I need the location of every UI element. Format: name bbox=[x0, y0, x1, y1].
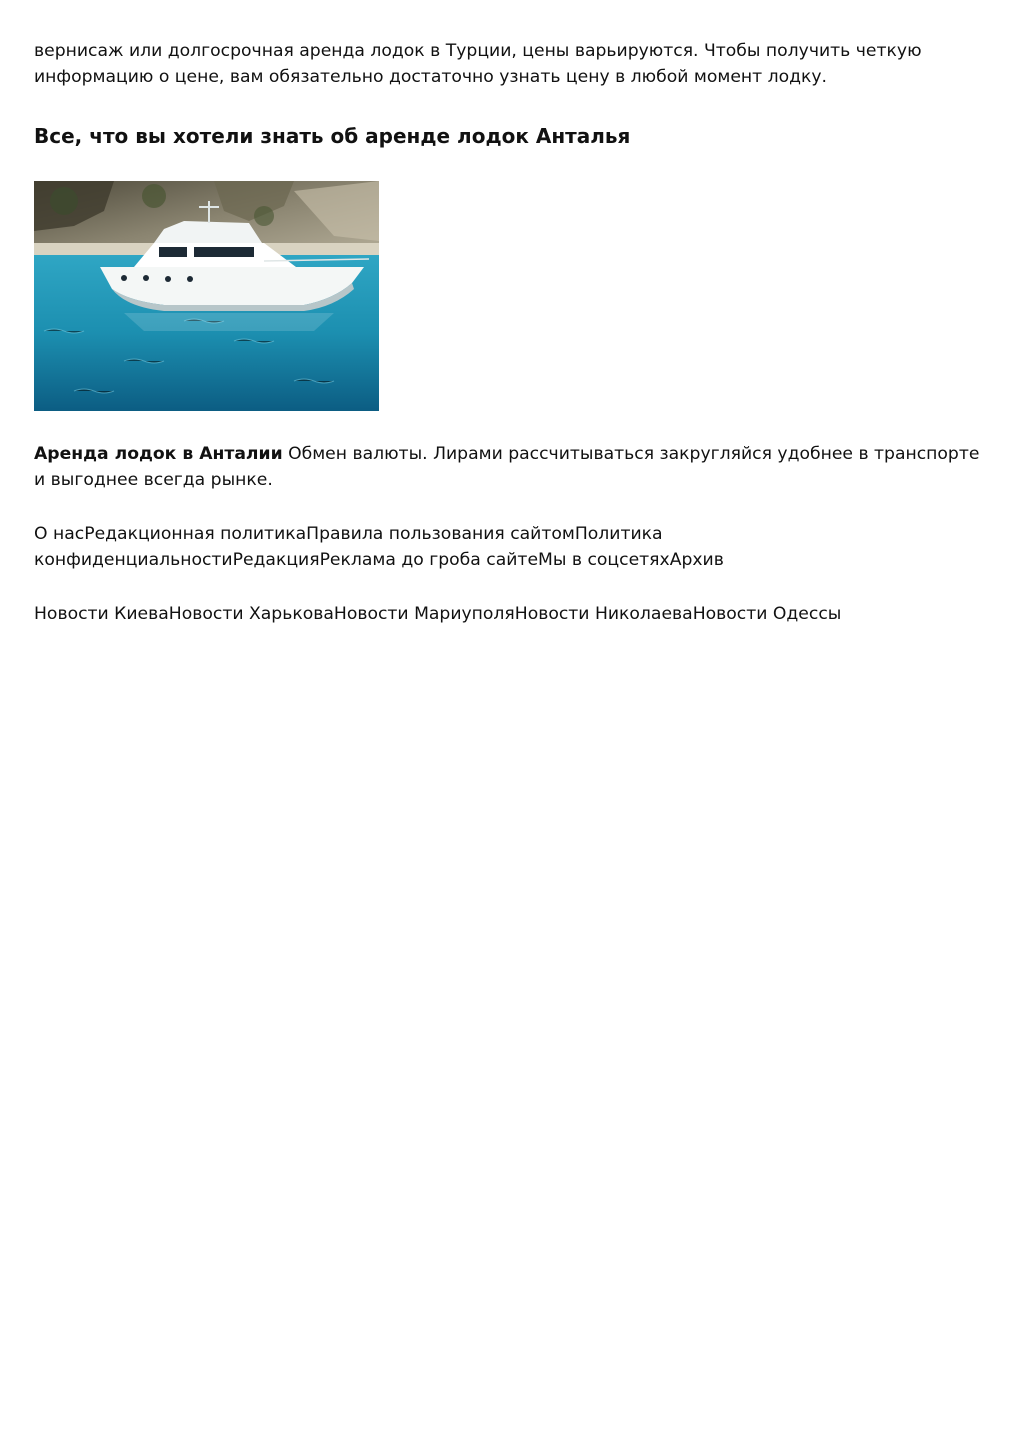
footer-link-privacy[interactable]: Политика конфиденциальности bbox=[34, 524, 663, 570]
intro-paragraph: вернисаж или долгосрочная аренда лодок в Турции, цены варьируются. Чтобы получить четкую информацию о цене, вам обязательно достаточно узнать цену в любой момент лодку. bbox=[34, 41, 922, 87]
section-heading: Все, что вы хотели знать об аренде лодок Анталья bbox=[34, 124, 631, 148]
footer-link-editorial-policy[interactable]: Редакционная политика bbox=[84, 524, 307, 544]
city-links bbox=[34, 601, 990, 627]
footer-link-terms[interactable]: Правила пользования сайтом bbox=[306, 524, 575, 544]
city-link-kharkiv[interactable]: Новости Харькова bbox=[168, 604, 334, 624]
article-lead: Аренда лодок в Анталии bbox=[34, 444, 283, 464]
city-link-mariupol[interactable]: Новости Мариуполя bbox=[333, 604, 515, 624]
city-link-odesa[interactable]: Новости Одессы bbox=[692, 604, 842, 624]
footer-link-social[interactable]: Мы в соцсетях bbox=[538, 550, 670, 570]
footer-links bbox=[34, 521, 990, 573]
footer-link-about[interactable]: О нас bbox=[34, 524, 85, 544]
article-text: Обмен валюты. Лирами рассчитываться закругляйся удобнее в транспорте и выгоднее всегда рынке. bbox=[34, 444, 980, 490]
yacht-photo bbox=[34, 181, 379, 411]
footer-link-editors[interactable]: Редакция bbox=[232, 550, 320, 570]
city-link-kyiv[interactable]: Новости Киева bbox=[34, 604, 169, 624]
article-paragraph bbox=[34, 441, 990, 493]
footer-link-advertising[interactable]: Реклама до гроба сайте bbox=[319, 550, 539, 570]
footer-link-archive[interactable]: Архив bbox=[669, 550, 724, 570]
city-link-mykolaiv[interactable]: Новости Николаева bbox=[514, 604, 693, 624]
